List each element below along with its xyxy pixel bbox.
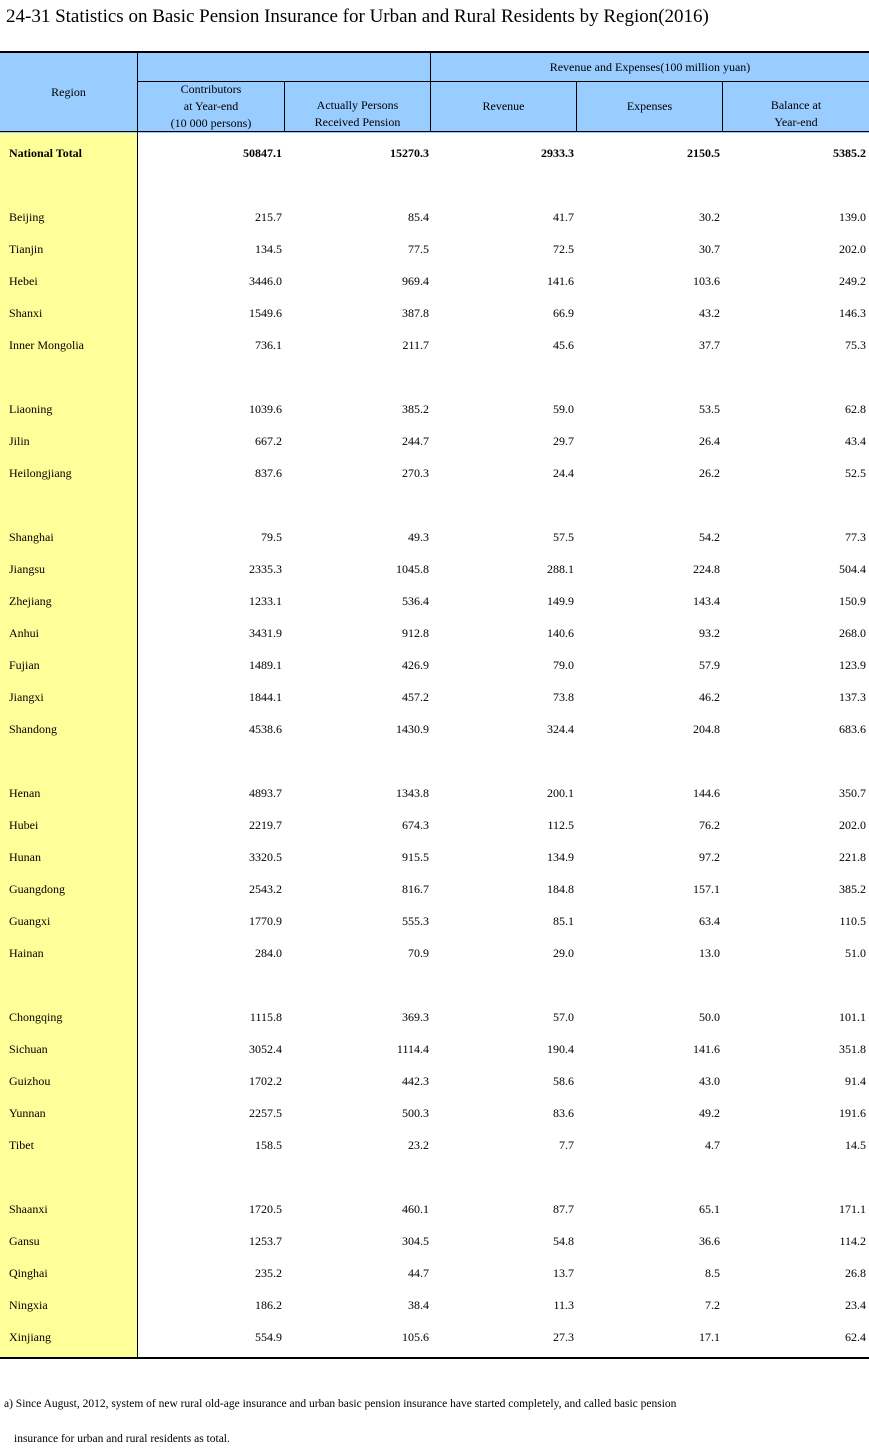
table-row: [0, 265, 869, 297]
region-name: Guangdong: [9, 882, 65, 896]
revenue-value: 140.6: [547, 626, 574, 640]
revenue-value: 73.8: [553, 690, 574, 704]
balance-value: 146.3: [839, 306, 866, 320]
region-name: Hainan: [9, 946, 44, 960]
received-value: 969.4: [402, 274, 429, 288]
footnote-line: a) Since August, 2012, system of new rural old-age insurance and urban basic pension insurance have started completely, and called basic pension: [4, 1398, 677, 1410]
region-name: Jiangxi: [9, 690, 44, 704]
expenses-value: 37.7: [699, 338, 720, 352]
received-value: 38.4: [408, 1298, 429, 1312]
contributors-value: 4538.6: [249, 722, 282, 736]
balance-value: 62.4: [845, 1330, 866, 1344]
received-value: 15270.3: [390, 146, 429, 160]
balance-value: 5385.2: [833, 146, 866, 160]
received-value: 674.3: [402, 818, 429, 832]
received-value: 23.2: [408, 1138, 429, 1152]
contributors-value: 134.5: [255, 242, 282, 256]
balance-value: 249.2: [839, 274, 866, 288]
expenses-value: 143.4: [693, 594, 720, 608]
received-value: 460.1: [402, 1202, 429, 1216]
region-name: National Total: [9, 146, 83, 160]
expenses-value: 36.6: [699, 1234, 720, 1248]
region-name: Hubei: [9, 818, 39, 832]
revenue-value: 24.4: [553, 466, 574, 480]
table-row: [0, 713, 869, 745]
region-name: Inner Mongolia: [9, 338, 84, 352]
table-row: [0, 1097, 869, 1129]
revenue-value: 7.7: [559, 1138, 574, 1152]
received-value: 70.9: [408, 946, 429, 960]
region-name: Hebei: [9, 274, 38, 288]
expenses-value: 43.2: [699, 306, 720, 320]
table-row: [0, 617, 869, 649]
received-value: 915.5: [402, 850, 429, 864]
received-value: 270.3: [402, 466, 429, 480]
received-value: 211.7: [402, 338, 429, 352]
statistics-table: [0, 51, 869, 1359]
received-value: 442.3: [402, 1074, 429, 1088]
header-balance-line: Balance at: [770, 98, 822, 112]
region-name: Shanxi: [9, 306, 43, 320]
header-bottom-rule: [0, 131, 869, 132]
contributors-value: 1039.6: [249, 402, 282, 416]
header-revenue-expenses-group: [431, 53, 869, 81]
expenses-value: 57.9: [699, 658, 720, 672]
expenses-value: 30.7: [699, 242, 720, 256]
table-row: [0, 585, 869, 617]
received-value: 77.5: [408, 242, 429, 256]
revenue-value: 134.9: [547, 850, 574, 864]
table-row: [0, 553, 869, 585]
revenue-value: 200.1: [547, 786, 574, 800]
region-name: Jiangsu: [9, 562, 45, 576]
table-row: [0, 681, 869, 713]
revenue-value: 83.6: [553, 1106, 574, 1120]
received-value: 304.5: [402, 1234, 429, 1248]
balance-value: 123.9: [839, 658, 866, 672]
header-revenue: [431, 82, 576, 131]
revenue-value: 184.8: [547, 882, 574, 896]
contributors-value: 1844.1: [249, 690, 282, 704]
revenue-value: 13.7: [553, 1266, 574, 1280]
balance-value: 139.0: [839, 210, 866, 224]
received-value: 85.4: [408, 210, 429, 224]
balance-value: 91.4: [845, 1074, 866, 1088]
table-row: [0, 1257, 869, 1289]
revenue-value: 41.7: [553, 210, 574, 224]
expenses-value: 54.2: [699, 530, 720, 544]
revenue-value: 29.0: [553, 946, 574, 960]
revenue-value: 72.5: [553, 242, 574, 256]
page-title: 24-31 Statistics on Basic Pension Insurance for Urban and Rural Residents by Region(2016): [6, 6, 709, 27]
received-value: 912.8: [402, 626, 429, 640]
table-row: [0, 873, 869, 905]
region-name: Shanghai: [9, 530, 54, 544]
expenses-value: 26.2: [699, 466, 720, 480]
revenue-value: 87.7: [553, 1202, 574, 1216]
expenses-value: 53.5: [699, 402, 720, 416]
balance-value: 101.1: [839, 1010, 866, 1024]
region-name: Beijing: [9, 210, 45, 224]
balance-value: 75.3: [845, 338, 866, 352]
region-name: Henan: [9, 786, 41, 800]
revenue-value: 66.9: [553, 306, 574, 320]
header-expenses: [577, 82, 722, 131]
header-region-label: Region: [51, 84, 86, 99]
header-contributors-line: at Year-end: [183, 98, 239, 113]
table-row: [0, 457, 869, 489]
expenses-value: 26.4: [699, 434, 720, 448]
balance-value: 23.4: [845, 1298, 866, 1312]
expenses-value: 204.8: [693, 722, 720, 736]
received-value: 500.3: [402, 1106, 429, 1120]
balance-value: 171.1: [839, 1202, 866, 1216]
contributors-value: 2335.3: [249, 562, 282, 576]
region-name: Gansu: [9, 1234, 40, 1248]
contributors-value: 1702.2: [249, 1074, 282, 1088]
region-name: Guizhou: [9, 1074, 51, 1088]
received-value: 244.7: [402, 434, 429, 448]
region-name: Xinjiang: [9, 1330, 51, 1344]
header-region: [0, 53, 137, 131]
expenses-value: 93.2: [699, 626, 720, 640]
received-value: 1045.8: [396, 562, 429, 576]
received-value: 44.7: [408, 1266, 429, 1280]
header-expenses-label: Expenses: [626, 99, 673, 113]
table-row: [0, 1129, 869, 1161]
header-revenue-expenses-label: Revenue and Expenses(100 million yuan): [549, 59, 751, 74]
revenue-value: 11.3: [553, 1298, 574, 1312]
table-row: [0, 425, 869, 457]
contributors-value: 2219.7: [249, 818, 282, 832]
expenses-value: 224.8: [693, 562, 720, 576]
expenses-value: 13.0: [699, 946, 720, 960]
table-row: [0, 329, 869, 361]
contributors-value: 1720.5: [249, 1202, 282, 1216]
balance-value: 110.5: [839, 914, 866, 928]
region-name: Qinghai: [9, 1266, 48, 1280]
header-contributors-line: Contributors: [180, 81, 242, 96]
table-row: [0, 905, 869, 937]
received-value: 387.8: [402, 306, 429, 320]
header-received: [285, 97, 430, 131]
table-row: [0, 297, 869, 329]
balance-value: 385.2: [839, 882, 866, 896]
contributors-value: 3431.9: [249, 626, 282, 640]
balance-value: 504.4: [839, 562, 866, 576]
table-row: [0, 1289, 869, 1321]
balance-value: 14.5: [845, 1138, 866, 1152]
revenue-value: 288.1: [547, 562, 574, 576]
expenses-value: 144.6: [693, 786, 720, 800]
table-row: [0, 1225, 869, 1257]
region-name: Tianjin: [9, 242, 44, 256]
contributors-value: 837.6: [255, 466, 282, 480]
region-name: Fujian: [9, 658, 40, 672]
region-name: Liaoning: [9, 402, 53, 416]
revenue-value: 324.4: [547, 722, 574, 736]
contributors-value: 2543.2: [249, 882, 282, 896]
balance-value: 202.0: [839, 818, 866, 832]
balance-value: 43.4: [845, 434, 866, 448]
contributors-value: 1253.7: [249, 1234, 282, 1248]
received-value: 426.9: [402, 658, 429, 672]
header-revenue-label: Revenue: [482, 99, 525, 113]
received-value: 1114.4: [396, 1042, 429, 1056]
revenue-value: 190.4: [547, 1042, 574, 1056]
contributors-value: 186.2: [255, 1298, 282, 1312]
expenses-value: 4.7: [705, 1138, 720, 1152]
contributors-value: 1549.6: [249, 306, 282, 320]
header-balance: [723, 97, 869, 131]
contributors-value: 3052.4: [249, 1042, 282, 1056]
balance-value: 351.8: [839, 1042, 866, 1056]
footnote-line: insurance for urban and rural residents as total.: [14, 1433, 230, 1445]
revenue-value: 59.0: [553, 402, 574, 416]
expenses-value: 141.6: [693, 1042, 720, 1056]
revenue-value: 58.6: [553, 1074, 574, 1088]
contributors-value: 1770.9: [249, 914, 282, 928]
balance-value: 202.0: [839, 242, 866, 256]
region-name: Jilin: [9, 434, 30, 448]
contributors-value: 235.2: [255, 1266, 282, 1280]
expenses-value: 30.2: [699, 210, 720, 224]
contributors-value: 736.1: [255, 338, 282, 352]
table-row-national-total: [0, 137, 869, 169]
received-value: 1343.8: [396, 786, 429, 800]
region-name: Chongqing: [9, 1010, 63, 1024]
region-name: Yunnan: [9, 1106, 46, 1120]
balance-value: 114.2: [839, 1234, 866, 1248]
header-contributors: [138, 81, 284, 131]
table-row: [0, 233, 869, 265]
contributors-value: 1489.1: [249, 658, 282, 672]
region-name: Tibet: [9, 1138, 34, 1152]
balance-value: 150.9: [839, 594, 866, 608]
expenses-value: 97.2: [699, 850, 720, 864]
expenses-value: 8.5: [705, 1266, 720, 1280]
table-row: [0, 1193, 869, 1225]
balance-value: 221.8: [839, 850, 866, 864]
contributors-value: 2257.5: [249, 1106, 282, 1120]
contributors-value: 79.5: [261, 530, 282, 544]
balance-value: 350.7: [839, 786, 866, 800]
received-value: 536.4: [402, 594, 429, 608]
table-row: [0, 809, 869, 841]
expenses-value: 157.1: [693, 882, 720, 896]
expenses-value: 7.2: [705, 1298, 720, 1312]
region-name: Anhui: [9, 626, 39, 640]
received-value: 385.2: [402, 402, 429, 416]
revenue-value: 2933.3: [541, 146, 574, 160]
table-row: [0, 777, 869, 809]
region-name: Shandong: [9, 722, 57, 736]
expenses-value: 76.2: [699, 818, 720, 832]
table-row: [0, 1033, 869, 1065]
revenue-value: 54.8: [553, 1234, 574, 1248]
table-row: [0, 841, 869, 873]
header-received-line: Actually Persons: [316, 98, 399, 112]
contributors-value: 50847.1: [243, 146, 282, 160]
contributors-value: 4893.7: [249, 786, 282, 800]
revenue-value: 29.7: [553, 434, 574, 448]
received-value: 816.7: [402, 882, 429, 896]
expenses-value: 17.1: [699, 1330, 720, 1344]
revenue-value: 79.0: [553, 658, 574, 672]
received-value: 555.3: [402, 914, 429, 928]
revenue-value: 57.5: [553, 530, 574, 544]
balance-value: 77.3: [845, 530, 866, 544]
revenue-value: 112.5: [547, 818, 574, 832]
balance-value: 52.5: [845, 466, 866, 480]
expenses-value: 50.0: [699, 1010, 720, 1024]
revenue-value: 149.9: [547, 594, 574, 608]
table-row: [0, 393, 869, 425]
contributors-value: 554.9: [255, 1330, 282, 1344]
header-received-line: Received Pension: [314, 115, 401, 129]
region-name: Zhejiang: [9, 594, 52, 608]
region-name: Guangxi: [9, 914, 51, 928]
expenses-value: 103.6: [693, 274, 720, 288]
expenses-value: 49.2: [699, 1106, 720, 1120]
contributors-value: 1233.1: [249, 594, 282, 608]
balance-value: 191.6: [839, 1106, 866, 1120]
contributors-value: 3320.5: [249, 850, 282, 864]
region-name: Shaanxi: [9, 1202, 48, 1216]
contributors-value: 215.7: [255, 210, 282, 224]
balance-value: 268.0: [839, 626, 866, 640]
received-value: 457.2: [402, 690, 429, 704]
table-row: [0, 201, 869, 233]
table-row: [0, 521, 869, 553]
balance-value: 26.8: [845, 1266, 866, 1280]
region-name: Sichuan: [9, 1042, 48, 1056]
region-name: Hunan: [9, 850, 41, 864]
header-balance-line: Year-end: [774, 115, 818, 129]
expenses-value: 63.4: [699, 914, 720, 928]
balance-value: 683.6: [839, 722, 866, 736]
table-row: [0, 649, 869, 681]
revenue-value: 141.6: [547, 274, 574, 288]
received-value: 49.3: [408, 530, 429, 544]
balance-value: 51.0: [845, 946, 866, 960]
expenses-value: 43.0: [699, 1074, 720, 1088]
contributors-value: 158.5: [255, 1138, 282, 1152]
expenses-value: 2150.5: [687, 146, 720, 160]
region-name: Heilongjiang: [9, 466, 72, 480]
table-row: [0, 1001, 869, 1033]
table-row: [0, 1321, 869, 1353]
contributors-value: 3446.0: [249, 274, 282, 288]
revenue-value: 27.3: [553, 1330, 574, 1344]
contributors-value: 284.0: [255, 946, 282, 960]
balance-value: 62.8: [845, 402, 866, 416]
table-bottom-rule: [0, 1357, 869, 1359]
revenue-value: 85.1: [553, 914, 574, 928]
revenue-value: 57.0: [553, 1010, 574, 1024]
balance-value: 137.3: [839, 690, 866, 704]
contributors-value: 1115.8: [249, 1010, 282, 1024]
contributors-value: 667.2: [255, 434, 282, 448]
received-value: 1430.9: [396, 722, 429, 736]
revenue-value: 45.6: [553, 338, 574, 352]
received-value: 369.3: [402, 1010, 429, 1024]
region-name: Ningxia: [9, 1298, 48, 1312]
table-row: [0, 1065, 869, 1097]
received-value: 105.6: [402, 1330, 429, 1344]
expenses-value: 46.2: [699, 690, 720, 704]
header-contributors-line: (10 000 persons): [170, 115, 252, 130]
expenses-value: 65.1: [699, 1202, 720, 1216]
table-row: [0, 937, 869, 969]
